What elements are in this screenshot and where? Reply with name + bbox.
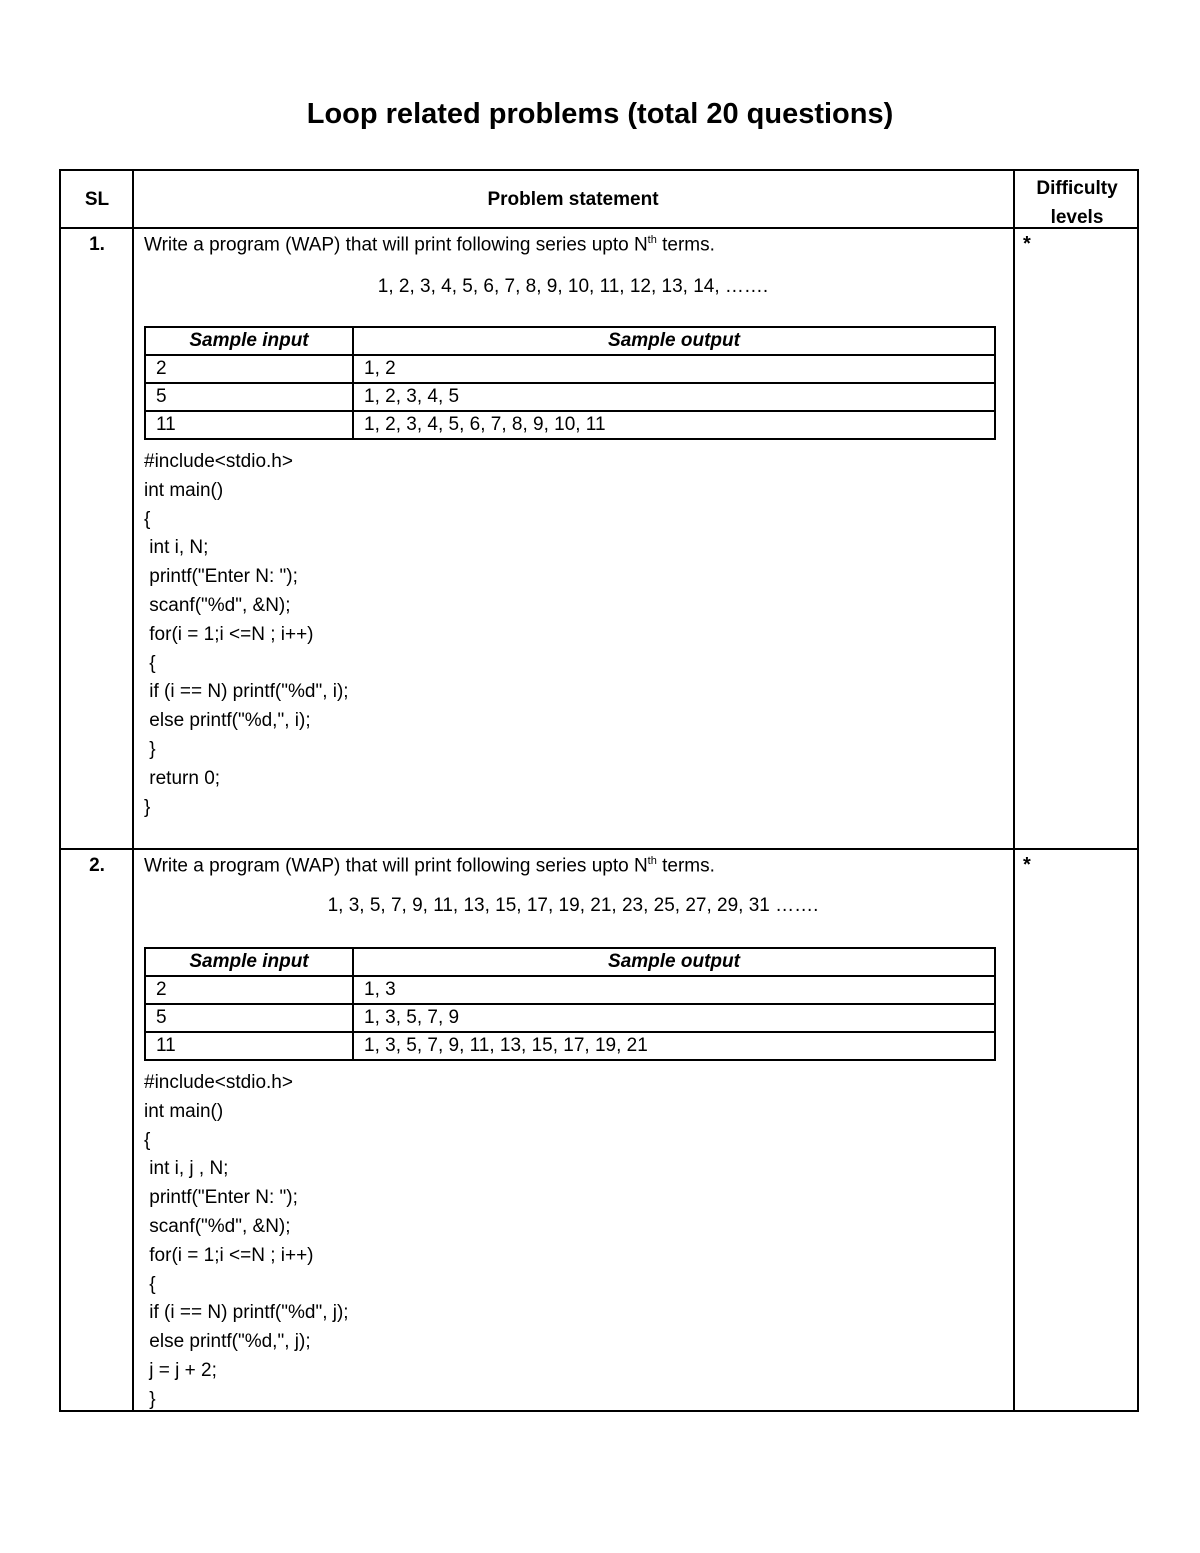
header-difficulty-line1: Difficulty	[1036, 178, 1118, 199]
statement-superscript: th	[647, 855, 657, 867]
statement-text: Write a program (WAP) that will print following series upto N	[144, 234, 648, 256]
sample-header-row	[145, 327, 995, 355]
statement-superscript: th	[647, 234, 657, 246]
sample-input: 5	[145, 383, 353, 411]
sample-output: 1, 3, 5, 7, 9	[353, 1004, 995, 1032]
header-sl: SL	[84, 189, 110, 210]
sample-output-header: Sample output	[353, 948, 995, 976]
sample-table	[144, 326, 996, 440]
sample-input-header: Sample input	[145, 948, 353, 976]
header-problem-statement: Problem statement	[487, 189, 659, 210]
sample-row	[145, 383, 995, 411]
sample-output: 1, 3, 5, 7, 9, 11, 13, 15, 17, 19, 21	[353, 1032, 995, 1060]
statement-text: Write a program (WAP) that will print following series upto N	[144, 855, 648, 877]
sample-row	[145, 355, 995, 383]
sample-input: 2	[145, 355, 353, 383]
statement-text-end: terms.	[656, 234, 715, 256]
series: 1, 2, 3, 4, 5, 6, 7, 8, 9, 10, 11, 12, 13, 14, …….	[377, 276, 769, 297]
column-divider	[132, 171, 134, 1410]
sample-input: 11	[145, 411, 353, 439]
sample-input: 5	[145, 1004, 353, 1032]
problem-statement	[144, 234, 715, 256]
sample-table	[144, 947, 996, 1061]
sample-input: 11	[145, 1032, 353, 1060]
code-block: #include<stdio.h> int main() { int i, N; printf("Enter N: "); scanf("%d", &N); for(i = 1;i <=N ; i++) { if (i == N) printf("%d", i); else printf("%d,", i); } return 0; }	[144, 451, 349, 818]
sample-output: 1, 2, 3, 4, 5	[353, 383, 995, 411]
sample-output: 1, 3	[353, 976, 995, 1004]
difficulty-level: *	[1023, 233, 1031, 255]
problems-table	[59, 169, 1139, 1412]
sample-row	[145, 976, 995, 1004]
header-difficulty	[1015, 174, 1139, 232]
sample-header-row	[145, 948, 995, 976]
header-divider	[61, 227, 1137, 229]
problem-number: 2.	[89, 855, 105, 876]
difficulty-level: *	[1023, 854, 1031, 876]
page-title: Loop related problems (total 20 questions)	[306, 98, 894, 130]
sample-output: 1, 2	[353, 355, 995, 383]
sample-row	[145, 411, 995, 439]
header-difficulty-line2: levels	[1050, 207, 1104, 228]
problem-statement	[144, 855, 715, 877]
column-divider	[1013, 171, 1015, 1410]
series: 1, 3, 5, 7, 9, 11, 13, 15, 17, 19, 21, 23, 25, 27, 29, 31 …….	[327, 895, 819, 916]
sample-row	[145, 1004, 995, 1032]
sample-input: 2	[145, 976, 353, 1004]
sample-row	[145, 1032, 995, 1060]
row-divider	[61, 848, 1137, 850]
statement-text-end: terms.	[656, 855, 715, 877]
sample-output: 1, 2, 3, 4, 5, 6, 7, 8, 9, 10, 11	[353, 411, 995, 439]
code-block: #include<stdio.h> int main() { int i, j , N; printf("Enter N: "); scanf("%d", &N); for(i = 1;i <=N ; i++) { if (i == N) printf("%d", j); else printf("%d,", j); j = j + 2; }	[144, 1072, 349, 1410]
problem-number: 1.	[89, 234, 105, 255]
sample-output-header: Sample output	[353, 327, 995, 355]
sample-input-header: Sample input	[145, 327, 353, 355]
